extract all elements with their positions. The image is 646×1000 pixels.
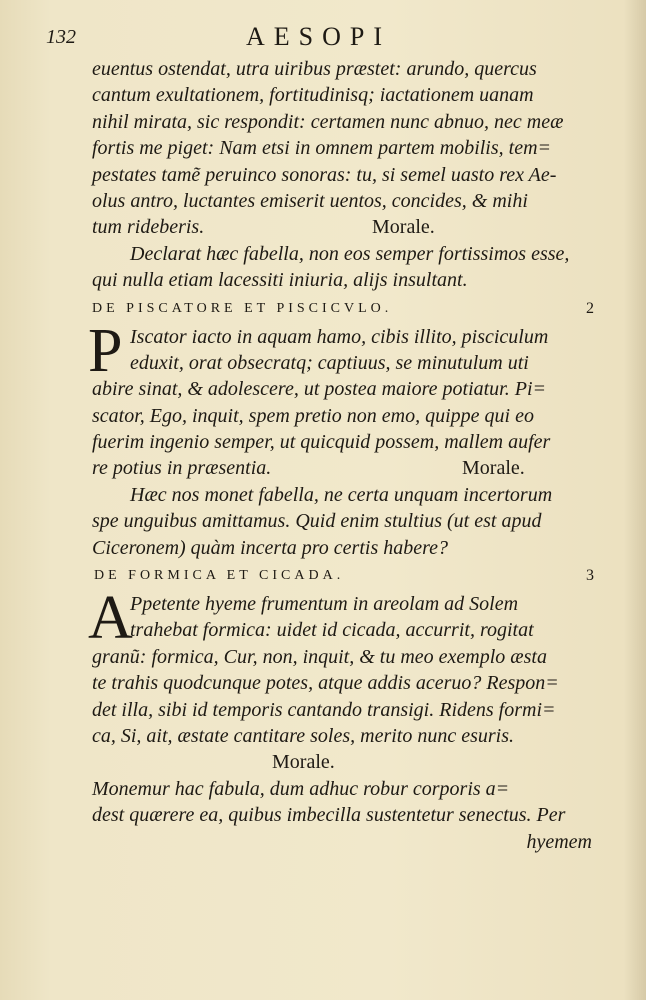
moral-line: qui nulla etiam lacessiti iniuria, alijs insultant.: [92, 269, 468, 292]
text-line: trahebat formica: uidet id cicada, accurrit, rogitat: [130, 619, 534, 642]
fable-title-text: DE FORMICA ET CICADA.: [94, 568, 345, 584]
text-line: nihil mirata, sic respondit: certamen nunc abnuo, nec meæ: [92, 110, 564, 133]
text-line: pestates tamẽ peruinco sonoras: tu, si semel uasto rex Ae-: [92, 163, 557, 186]
text-line: Ppetente hyeme frumentum in areolam ad Solem: [130, 593, 519, 616]
fable-number: 3: [586, 567, 594, 585]
moral-line: Hæc nos monet fabella, ne certa unquam incertorum: [130, 483, 553, 506]
text-line: cantum exultationem, fortitudinisq; iactationem uanam: [92, 84, 534, 107]
moral-line: Declarat hæc fabella, non eos semper fortissimos esse,: [130, 242, 570, 265]
text-line: granũ: formica, Cur, non, inquit, & tu meo exemplo æsta: [92, 645, 547, 668]
text-line: scator, Ego, inquit, spem pretio non emo, quippe qui eo: [92, 404, 534, 427]
moral-line: Ciceronem) quàm incerta pro certis habere?: [92, 536, 449, 559]
text-line-with-morale: [92, 455, 602, 481]
text-line: fuerim ingenio semper, ut quicquid possem, mallem aufer: [92, 431, 551, 454]
text-line: euentus ostendat, utra uiribus præstet: arundo, quercus: [92, 58, 537, 80]
morale-heading: Morale.: [372, 216, 435, 239]
morale-heading: Morale.: [462, 457, 525, 480]
text-line: fortis me piget: Nam etsi in omnem partem mobilis, tem=: [92, 137, 552, 160]
catchword: hyemem: [526, 830, 592, 853]
drop-cap: A: [88, 584, 133, 653]
running-head: AESOPI: [246, 22, 392, 51]
page-gutter-shadow: [624, 0, 646, 1000]
page-number: 132: [46, 26, 76, 48]
fable-number: 2: [586, 299, 594, 317]
text-line: tum rideberis.: [92, 216, 205, 239]
text-line: olus antro, luctantes emiserit uentos, concides, & mihi: [92, 189, 528, 212]
text-line: ca, Si, ait, æstate cantitare soles, merito nunc esuris.: [92, 724, 515, 747]
moral-line: dest quærere ea, quibus imbecilla sustentetur senectus. Per: [92, 804, 566, 827]
page-header: [46, 22, 606, 52]
fable-paragraph: [88, 316, 602, 482]
text-line: Iscator iacto in aquam hamo, cibis illito, pisciculum: [130, 325, 549, 348]
fable-paragraph: [88, 584, 602, 749]
text-line: eduxit, orat obsecratq; captiuus, se minutulum uti: [130, 351, 529, 374]
moral-line: Monemur hac fabula, dum adhuc robur corporis a=: [92, 777, 510, 800]
text-line: abire sinat, & adolescere, ut postea maiore potiatur. Pi=: [92, 378, 547, 401]
text-line: te trahis quodcunque potes, atque addis aceruo? Respon=: [92, 672, 559, 695]
morale-heading: Morale.: [272, 751, 335, 774]
drop-cap: P: [88, 316, 123, 385]
fable-title: [92, 294, 602, 324]
fable-title: [92, 561, 602, 591]
fable-title-text: DE PISCATORE ET PISCICVLO.: [92, 300, 393, 316]
moral-line: spe unguibus amittamus. Quid enim stultius (ut est apud: [92, 510, 542, 533]
text-block: [88, 56, 602, 855]
text-line: re potius in præsentia.: [92, 457, 272, 480]
text-line-with-morale: [92, 214, 602, 240]
text-line: det illa, sibi id temporis cantando transigi. Ridens formi=: [92, 698, 556, 721]
